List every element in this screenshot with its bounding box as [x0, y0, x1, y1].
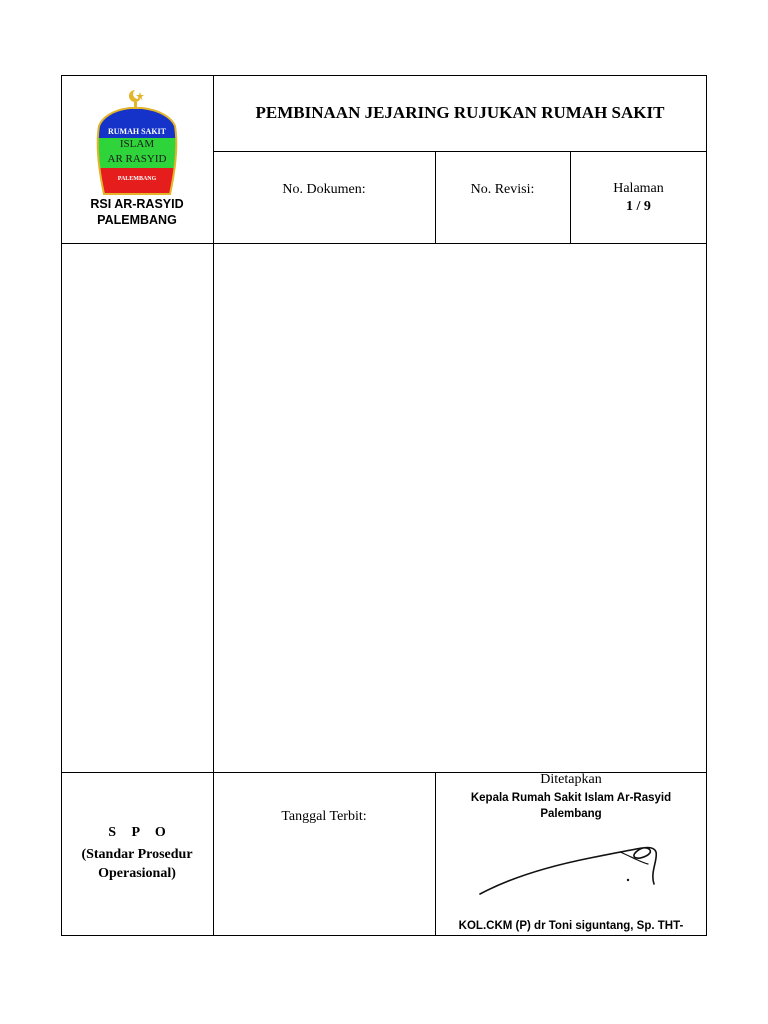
spo-subtitle-line2: Operasional): [98, 866, 176, 881]
revision-label: No. Revisi:: [470, 182, 535, 197]
logo-line2: ISLAM: [119, 138, 155, 150]
approver-name: KOL.CKM (P) dr Toni siguntang, Sp. THT-: [458, 920, 684, 932]
issue-date-label: Tanggal Terbit:: [281, 809, 367, 824]
logo-line3: AR RASYID: [107, 153, 167, 165]
approver-title-line2: Palembang: [540, 808, 602, 820]
header-bottom-divider: [61, 243, 707, 244]
page-value: 1 / 9: [626, 199, 651, 214]
spo-subtitle-line1: (Standar Prosedur: [81, 847, 193, 862]
column-divider-left: [213, 75, 214, 936]
revision-divider: [570, 151, 571, 243]
org-name-line1: RSI AR-RASYID: [90, 197, 184, 211]
crescent-star-icon: [129, 89, 144, 102]
signature: [470, 838, 670, 898]
page-label: Halaman: [613, 181, 664, 196]
hospital-logo: [92, 88, 182, 198]
title-row-divider: [213, 151, 707, 152]
logo-line4: PALEMBANG: [117, 176, 157, 182]
approved-label: Ditetapkan: [540, 772, 602, 787]
org-name-line2: PALEMBANG: [97, 213, 177, 227]
spo-title: S P O: [108, 825, 172, 840]
document-title: PEMBINAAN JEJARING RUJUKAN RUMAH SAKIT: [255, 103, 665, 122]
logo-line1: RUMAH SAKIT: [107, 127, 167, 136]
doc-no-label: No. Dokumen:: [282, 182, 366, 197]
approver-title-line1: Kepala Rumah Sakit Islam Ar-Rasyid: [470, 792, 672, 804]
